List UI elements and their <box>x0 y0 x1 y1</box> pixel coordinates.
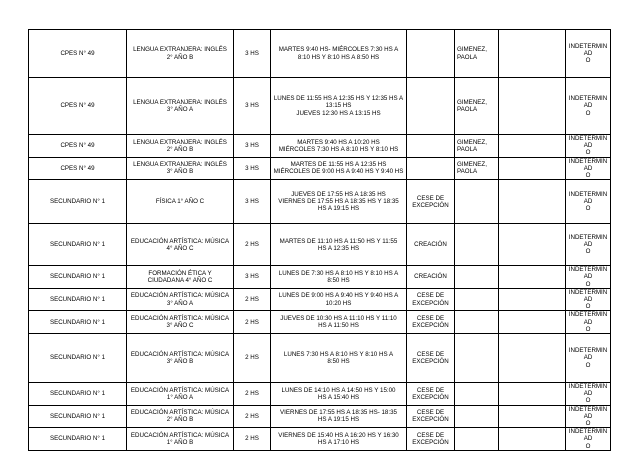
schedule-table <box>28 29 611 451</box>
table-row <box>29 180 611 224</box>
cell-situacion <box>566 334 611 383</box>
cell-text: INDETERMINAD O <box>568 347 608 369</box>
cell-motivo <box>407 334 455 383</box>
cell-text: SECUNDARIO N° 1 <box>49 412 106 420</box>
cell-text: 2 HS <box>245 435 259 443</box>
cell-horario <box>271 288 407 311</box>
cell-materia <box>127 288 234 311</box>
cell-col7 <box>499 157 566 180</box>
cell-text: 3 HS <box>245 198 259 206</box>
cell-motivo <box>407 30 455 78</box>
cell-materia <box>127 135 234 158</box>
cell-horario <box>271 311 407 334</box>
cell-text: LUNES DE 7:30 HS A 8:10 HS Y 8:10 HS A 8:50 HS <box>278 269 399 285</box>
cell-text: INDETERMINAD O <box>568 383 608 405</box>
cell-horas <box>234 288 271 311</box>
table-row <box>29 30 611 78</box>
cell-situacion <box>566 428 611 451</box>
cell-col7 <box>499 383 566 406</box>
cell-text: EDUCACIÓN ARTÍSTICA: MÚSICA 1° AÑO B <box>130 431 230 447</box>
cell-motivo <box>407 266 455 289</box>
cell-text: CESE DE EXCEPCIÓN <box>412 292 449 307</box>
table-row <box>29 428 611 451</box>
cell-materia <box>127 334 234 383</box>
cell-situacion <box>566 78 611 135</box>
cell-escuela <box>29 334 127 383</box>
cell-col7 <box>499 288 566 311</box>
cell-text: SECUNDARIO N° 1 <box>49 390 106 398</box>
cell-text: SECUNDARIO N° 1 <box>49 241 106 249</box>
cell-situacion <box>566 383 611 406</box>
cell-materia <box>127 311 234 334</box>
cell-escuela <box>29 78 127 135</box>
cell-docente <box>455 180 499 224</box>
cell-horas <box>234 311 271 334</box>
cell-col7 <box>499 180 566 224</box>
cell-horas <box>234 334 271 383</box>
cell-text: FORMACIÓN ÉTICA Y CIUDADANA 4° AÑO C <box>147 269 213 285</box>
cell-col7 <box>499 334 566 383</box>
cell-col7 <box>499 266 566 289</box>
cell-docente <box>455 311 499 334</box>
cell-motivo <box>407 180 455 224</box>
cell-situacion <box>566 311 611 334</box>
cell-escuela <box>29 180 127 224</box>
cell-text: INDETERMINAD O <box>568 42 608 65</box>
cell-materia <box>127 78 234 135</box>
schedule-table-body <box>29 30 611 451</box>
cell-text: INDETERMINAD O <box>568 288 608 311</box>
cell-text: CPES N° 49 <box>60 102 95 110</box>
cell-text: INDETERMINAD O <box>568 157 608 180</box>
cell-horas <box>234 30 271 78</box>
cell-text: 3 HS <box>245 164 259 172</box>
cell-text: CESE DE EXCEPCIÓN <box>412 315 449 330</box>
cell-motivo <box>407 428 455 451</box>
table-row <box>29 311 611 334</box>
cell-text: INDETERMINAD O <box>568 190 608 213</box>
cell-docente <box>455 288 499 311</box>
cell-text: LUNES DE 11:55 HS A 12:35 HS Y 12:35 HS A 13:15 HS JUEVES 12:30 HS A 13:15 HS <box>273 95 404 117</box>
cell-text: INDETERMINAD O <box>568 95 608 117</box>
table-row <box>29 334 611 383</box>
cell-text: INDETERMINAD O <box>568 233 608 256</box>
cell-docente <box>455 30 499 78</box>
cell-col7 <box>499 30 566 78</box>
cell-motivo <box>407 383 455 406</box>
cell-text: MARTES DE 11:55 HS A 12:35 HS MIÉRCOLES DE 9:00 HS A 9:40 HS Y 9:40 HS <box>273 161 404 176</box>
cell-escuela <box>29 311 127 334</box>
cell-horario <box>271 157 407 180</box>
cell-text: MARTES 9:40 HS- MIÉRCOLES 7:30 HS A 8:10 HS Y 8:10 HS A 8:50 HS <box>278 46 399 61</box>
cell-text: INDETERMINAD O <box>568 135 608 157</box>
cell-text: JUEVES DE 10:30 HS A 11:10 HS Y 11:10 HS A 11:50 HS <box>280 315 397 330</box>
cell-text: CESE DE EXCEPCIÓN <box>412 386 449 401</box>
cell-motivo <box>407 78 455 135</box>
cell-materia <box>127 405 234 428</box>
cell-horario <box>271 135 407 158</box>
cell-escuela <box>29 428 127 451</box>
cell-text: 2 HS <box>245 390 259 398</box>
table-row <box>29 383 611 406</box>
cell-escuela <box>29 405 127 428</box>
cell-materia <box>127 180 234 224</box>
table-row <box>29 157 611 180</box>
cell-text: GIMENEZ, PAOLA <box>457 161 487 176</box>
cell-text: 3 HS <box>245 49 259 57</box>
cell-docente <box>455 157 499 180</box>
cell-situacion <box>566 224 611 266</box>
cell-horas <box>234 224 271 266</box>
cell-col7 <box>499 311 566 334</box>
cell-text: GIMENEZ, PAOLA <box>457 138 487 153</box>
cell-situacion <box>566 288 611 311</box>
cell-col7 <box>499 224 566 266</box>
cell-horario <box>271 180 407 224</box>
cell-text: EDUCACIÓN ARTÍSTICA: MÚSICA 3° AÑO C <box>130 315 230 330</box>
cell-text: CESE DE EXCEPCIÓN <box>412 431 449 447</box>
cell-text: 2 HS <box>245 318 259 326</box>
table-row <box>29 135 611 158</box>
cell-situacion <box>566 405 611 428</box>
cell-text: CPES N° 49 <box>60 49 95 57</box>
cell-text: EDUCACIÓN ARTÍSTICA: MÚSICA 3° AÑO A <box>130 292 230 307</box>
cell-motivo <box>407 288 455 311</box>
cell-text: LUNES DE 9:00 HS A 9:40 HS Y 9:40 HS A 10:20 HS <box>278 292 399 307</box>
cell-horas <box>234 180 271 224</box>
cell-motivo <box>407 157 455 180</box>
cell-text: 2 HS <box>245 354 259 362</box>
cell-horas <box>234 428 271 451</box>
table-row <box>29 266 611 289</box>
cell-motivo <box>407 135 455 158</box>
cell-text: GIMENEZ, PAOLA <box>457 98 487 113</box>
cell-horario <box>271 266 407 289</box>
cell-materia <box>127 157 234 180</box>
table-row <box>29 224 611 266</box>
cell-horas <box>234 78 271 135</box>
cell-text: CPES N° 49 <box>60 164 95 172</box>
cell-horario <box>271 405 407 428</box>
cell-text: SECUNDARIO N° 1 <box>49 198 106 206</box>
cell-docente <box>455 334 499 383</box>
cell-escuela <box>29 266 127 289</box>
cell-text: EDUCACIÓN ARTÍSTICA: MÚSICA 3° AÑO B <box>130 350 230 366</box>
table-row <box>29 288 611 311</box>
cell-text: 2 HS <box>245 241 259 249</box>
cell-text: 3 HS <box>245 102 259 110</box>
cell-text: CREACIÓN <box>414 273 447 281</box>
cell-materia <box>127 224 234 266</box>
cell-escuela <box>29 135 127 158</box>
cell-motivo <box>407 405 455 428</box>
cell-horario <box>271 334 407 383</box>
cell-horas <box>234 135 271 158</box>
cell-text: INDETERMINAD O <box>568 428 608 450</box>
cell-motivo <box>407 311 455 334</box>
cell-docente <box>455 428 499 451</box>
cell-text: VIERNES DE 17:55 HS A 18:35 HS- 18:35 HS A 19:15 HS <box>280 409 397 424</box>
cell-escuela <box>29 383 127 406</box>
cell-text: INDETERMINAD O <box>568 266 608 288</box>
cell-text: GIMENEZ, PAOLA <box>457 46 487 61</box>
cell-text: 2 HS <box>245 412 259 420</box>
cell-text: INDETERMINAD O <box>568 311 608 333</box>
cell-materia <box>127 30 234 78</box>
cell-text: LENGUA EXTRANJERA: INGLÉS 2° AÑO B <box>133 46 227 61</box>
cell-horas <box>234 157 271 180</box>
cell-text: CPES N° 49 <box>60 142 95 150</box>
cell-materia <box>127 428 234 451</box>
cell-situacion <box>566 157 611 180</box>
cell-text: SECUNDARIO N° 1 <box>49 354 106 362</box>
cell-text: FÍSICA 1° AÑO C <box>155 198 205 206</box>
cell-text: CESE DE EXCEPCIÓN <box>412 194 449 209</box>
cell-docente <box>455 224 499 266</box>
cell-text: CESE DE EXCEPCIÓN <box>412 350 449 366</box>
cell-horas <box>234 383 271 406</box>
table-row <box>29 78 611 135</box>
cell-text: EDUCACIÓN ARTÍSTICA: MÚSICA 4° AÑO C <box>130 237 230 252</box>
table-row <box>29 405 611 428</box>
cell-col7 <box>499 135 566 158</box>
cell-text: 2 HS <box>245 296 259 304</box>
cell-text: JUEVES DE 17:55 HS A 18:35 HS VIERNES DE 17:55 HS A 18:35 HS Y 18:35 HS A 19:15 HS <box>278 190 399 213</box>
cell-escuela <box>29 288 127 311</box>
cell-horario <box>271 383 407 406</box>
cell-text: LENGUA EXTRANJERA: INGLÉS 3° AÑO A <box>133 98 227 113</box>
cell-horario <box>271 224 407 266</box>
cell-situacion <box>566 135 611 158</box>
cell-situacion <box>566 180 611 224</box>
cell-escuela <box>29 157 127 180</box>
cell-horas <box>234 266 271 289</box>
cell-text: SECUNDARIO N° 1 <box>49 435 106 443</box>
cell-col7 <box>499 78 566 135</box>
cell-col7 <box>499 428 566 451</box>
cell-text: LENGUA EXTRANJERA: INGLÉS 3° AÑO B <box>133 161 227 176</box>
cell-text: CREACIÓN <box>414 241 447 249</box>
cell-docente <box>455 405 499 428</box>
cell-text: EDUCACIÓN ARTÍSTICA: MÚSICA 1° AÑO A <box>130 386 230 401</box>
cell-situacion <box>566 266 611 289</box>
cell-materia <box>127 383 234 406</box>
cell-text: 3 HS <box>245 142 259 150</box>
cell-text: SECUNDARIO N° 1 <box>49 318 106 326</box>
cell-text: LENGUA EXTRANJERA: INGLÉS 2° AÑO B <box>133 138 227 153</box>
cell-docente <box>455 135 499 158</box>
cell-text: LUNES DE 14:10 HS A 14:50 HS Y 15:00 HS A 15:40 HS <box>281 386 396 401</box>
cell-horario <box>271 30 407 78</box>
cell-text: SECUNDARIO N° 1 <box>49 273 106 281</box>
cell-escuela <box>29 224 127 266</box>
cell-horas <box>234 405 271 428</box>
cell-text: MARTES 9:40 HS A 10:20 HS MIÉRCOLES 7:30 HS A 8:10 HS Y 8:10 HS <box>278 138 399 153</box>
cell-text: EDUCACIÓN ARTÍSTICA: MÚSICA 2° AÑO B <box>130 409 230 424</box>
cell-situacion <box>566 30 611 78</box>
cell-materia <box>127 266 234 289</box>
cell-docente <box>455 383 499 406</box>
cell-text: INDETERMINAD O <box>568 405 608 428</box>
cell-text: LUNES 7:30 HS A 8:10 HS Y 8:10 HS A 8:50 HS <box>283 350 394 366</box>
cell-text: 3 HS <box>245 273 259 281</box>
cell-text: SECUNDARIO N° 1 <box>49 296 106 304</box>
cell-col7 <box>499 405 566 428</box>
cell-docente <box>455 78 499 135</box>
cell-text: CESE DE EXCEPCIÓN <box>412 409 449 424</box>
cell-escuela <box>29 30 127 78</box>
cell-horario <box>271 428 407 451</box>
cell-docente <box>455 266 499 289</box>
cell-text: MARTES DE 11:10 HS A 11:50 HS Y 11:55 HS A 12:35 HS <box>279 237 398 252</box>
cell-text: VIERNES DE 15:40 HS A 16:20 HS Y 16:30 HS A 17:10 HS <box>278 431 399 447</box>
cell-horario <box>271 78 407 135</box>
cell-motivo <box>407 224 455 266</box>
